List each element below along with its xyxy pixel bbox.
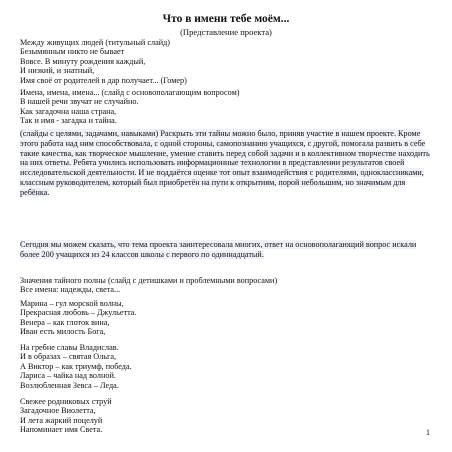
verse-line: Марина – гул морской волны, (20, 299, 124, 308)
verse-line: И лета жаркий поцелуй (20, 415, 103, 425)
verse-block-marina (20, 299, 440, 337)
verse-block-vladislav (20, 343, 440, 390)
verse-line: Напоминает имя Света. (20, 425, 103, 435)
paragraph-results (20, 240, 436, 260)
paragraph-goals (20, 129, 436, 198)
verse-line: И в образах – святая Ольга, (20, 352, 117, 362)
verse-line: В нашей речи звучат не случайно. (20, 97, 139, 107)
verse-block-meanings (20, 276, 440, 295)
verse-line: Имя своё от родителей в дар получает... (Гомер) (20, 75, 187, 85)
verse-line: Прекрасная любовь – Джульетта. (20, 308, 137, 318)
paragraph-results-text: Сегодня мы можем сказать, что тема проекта заинтересовала многих, ответ на основополагающий вопрос искали более 200 учащихся из 24 классов школы с первого по одиннадцатый. (20, 240, 417, 259)
verse-block-homer (20, 38, 440, 85)
page-number: 1 (426, 428, 430, 437)
verse-line: Значения тайного полны (слайд с детишками и проблемными вопросами) (20, 276, 278, 285)
verse-line: Лариса – чайка над волной. (20, 371, 116, 381)
verse-line: А Виктор – как триумф, победа. (20, 361, 132, 371)
paragraph-goals-text: (слайды с целями, задачами, навыками) Раскрыть эти тайны можно было, приняв участие в нашем проекте. Кроме этого работа над ним способствовала, с одной стороны, самопознанию учащихся, с другой, помогала развить в себе такие качества, как творческое мышление, умение ставить перед собой задачи и в коллективном творчестве находить на них ответы. Ребята учились использовать информационные технологии в представлении результатов своей исследовательской деятельности. И не поддаётся оценке тот опыт взаимодействия с родителями, одноклассниками, классным руководителем, который был приобретён на пути к открытиям, порой небольшим, но значимым для ребёнка. (20, 129, 430, 197)
verse-line: Так и имя - загадка и тайна. (20, 116, 117, 126)
verse-line: Все имена: надежды, света... (20, 285, 121, 295)
page-subtitle: (Представление проекта) (180, 27, 272, 37)
verse-block-names (20, 88, 440, 126)
verse-line: И низкий, и знатный, (20, 66, 95, 76)
verse-line: На гребне славы Владислав. (20, 343, 119, 352)
verse-line: Вовсе. В минуту рождения каждый, (20, 56, 146, 66)
verse-line: Иван есть милость Бога, (20, 327, 106, 337)
verse-line: Имена, имена, имена... (слайд с основополагающим вопросом) (20, 88, 240, 97)
verse-line: Безымянным никто не бывает (20, 47, 125, 57)
verse-line: Как загадочна наша страна, (20, 106, 117, 116)
verse-line: Свежее родниковых струй (20, 397, 112, 406)
verse-line: Загадочное Виолетта, (20, 406, 96, 416)
verse-block-violetta (20, 397, 440, 435)
verse-line: Венера – как глоток вина, (20, 317, 110, 327)
page-title: Что в имени тебе моём... (162, 13, 290, 25)
verse-line: Возлюбленная Зевса – Леда. (20, 380, 119, 390)
verse-line: Между живущих людей (титульный слайд) (20, 38, 170, 47)
